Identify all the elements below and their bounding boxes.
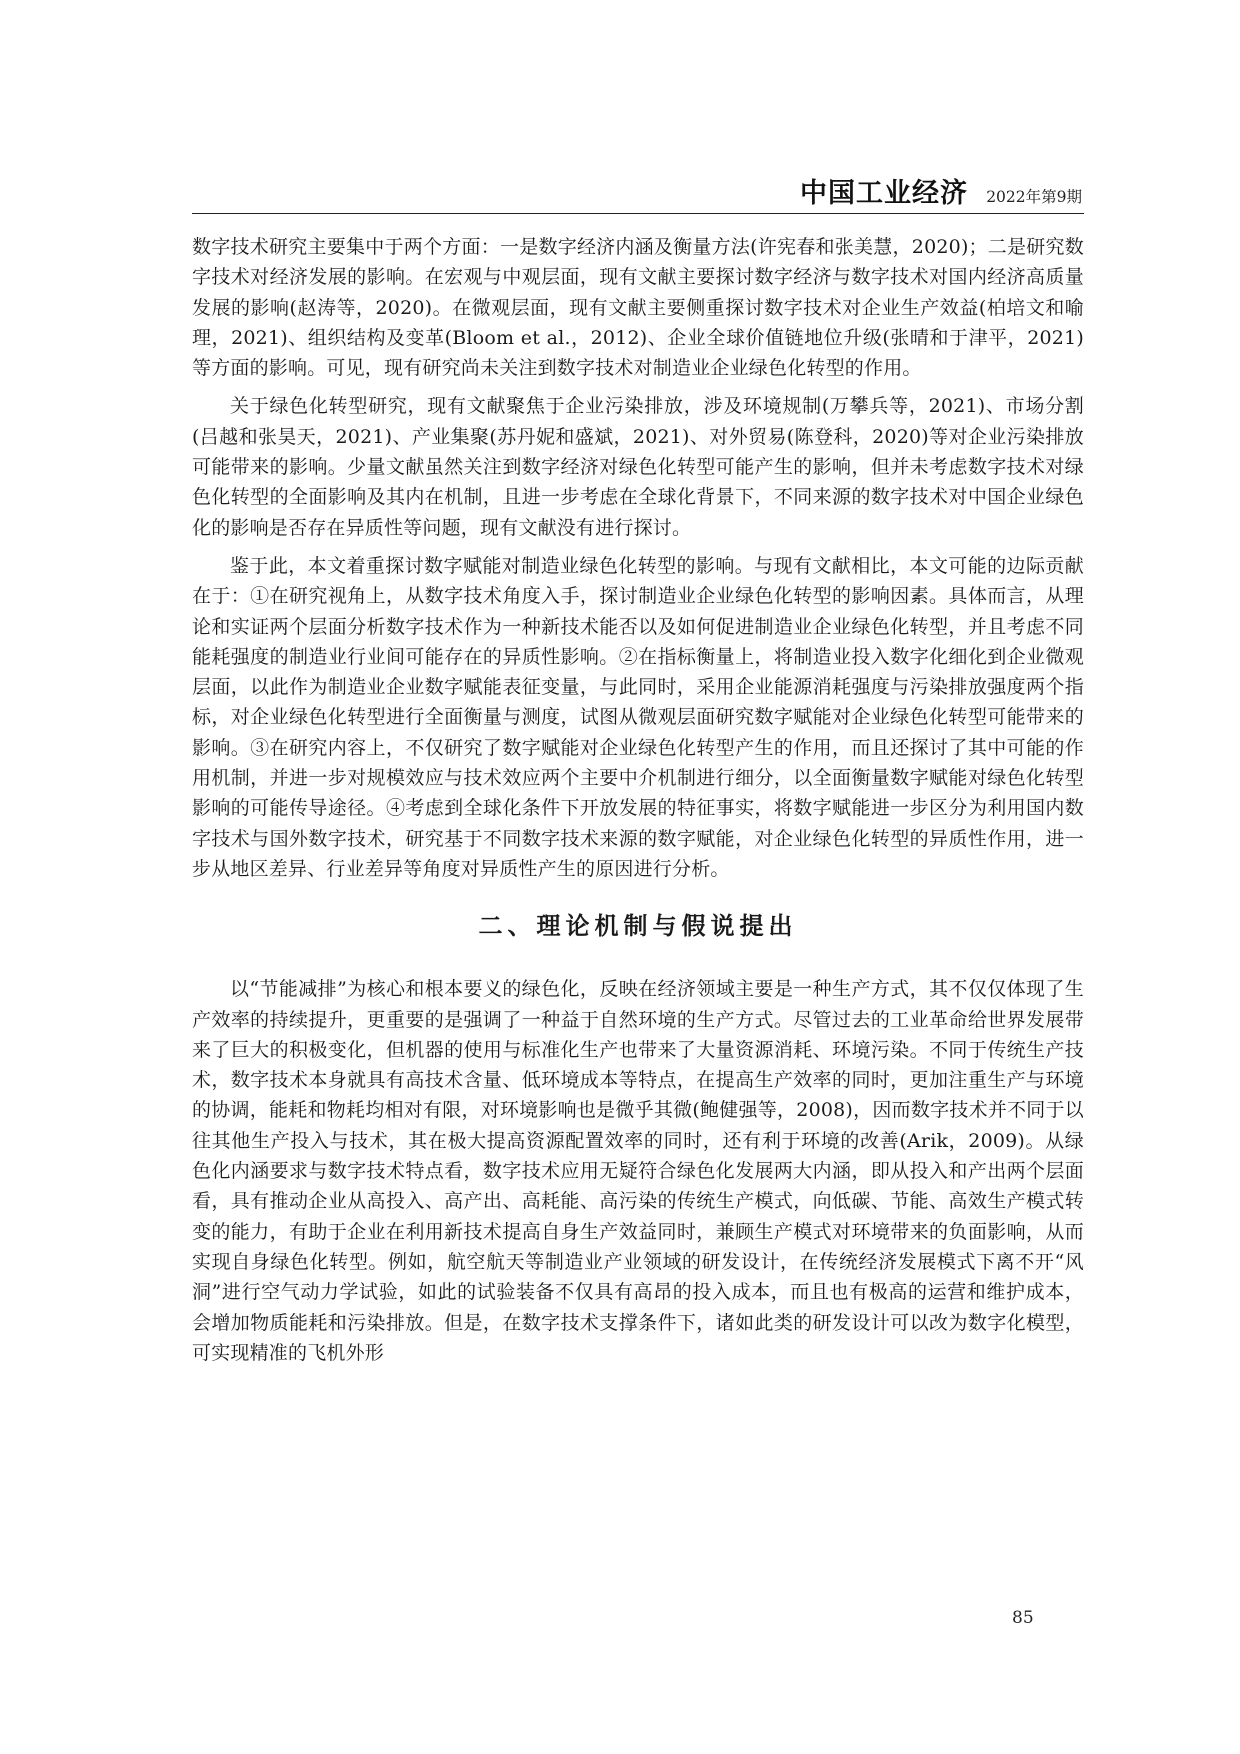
- header-rule: [192, 213, 1084, 214]
- article-body: [192, 232, 1084, 1368]
- journal-name: 中国工业经济: [800, 178, 968, 209]
- section-heading: 二、理论机制与假说提出: [478, 912, 798, 941]
- section-paragraph-1: 以“节能减排”为核心和根本要义的绿色化，反映在经济领域主要是一种生产方式，其不仅仅体现了生产效率的持续提升，更重要的是强调了一种益于自然环境的生产方式。尽管过去的工业革命给世界发展带来了巨大的积极变化，但机器的使用与标准化生产也带来了大量资源消耗、环境污染。不同于传统生产技术，数字技术本身就具有高技术含量、低环境成本等特点，在提高生产效率的同时，更加注重生产与环境的协调，能耗和物耗均相对有限，对环境影响也是微乎其微(鲍健强等，2008)，因而数字技术并不同于以往其他生产投入与技术，其在极大提高资源配置效率的同时，还有利于环境的改善(Arik，2009)。从绿色化内涵要求与数字技术特点看，数字技术应用无疑符合绿色化发展两大内涵，即从投入和产出两个层面看，具有推动企业从高投入、高产出、高耗能、高污染的传统生产模式，向低碳、节能、高效生产模式转变的能力，有助于企业在利用新技术提高自身生产效益同时，兼顾生产模式对环境带来的负面影响，从而实现自身绿色化转型。例如，航空航天等制造业产业领域的研发设计，在传统经济发展模式下离不开“风洞”进行空气动力学试验，如此的试验装备不仅具有高昂的投入成本，而且也有极高的运营和维护成本，会增加物质能耗和污染排放。但是，在数字技术支撑条件下，诸如此类的研发设计可以改为数字化模型，可实现精准的飞机外形: [192, 978, 1084, 1364]
- page-number: 85: [1012, 1608, 1034, 1628]
- issue-label: 2022年第9期: [986, 188, 1082, 206]
- body-paragraph-2: 关于绿色化转型研究，现有文献聚焦于企业污染排放，涉及环境规制(万攀兵等，2021)、市场分割(吕越和张昊天，2021)、产业集聚(苏丹妮和盛斌，2021)、对外贸易(陈登科，2020)等对企业污染排放可能带来的影响。少量文献虽然关注到数字经济对绿色化转型可能产生的影响，但并未考虑数字技术对绿色化转型的全面影响及其内在机制，且进一步考虑在全球化背景下，不同来源的数字技术对中国企业绿色化的影响是否存在异质性等问题，现有文献没有进行探讨。: [192, 395, 1084, 539]
- body-paragraph-1: 数字技术研究主要集中于两个方面：一是数字经济内涵及衡量方法(许宪春和张美慧，2020)；二是研究数字技术对经济发展的影响。在宏观与中观层面，现有文献主要探讨数字经济与数字技术对国内经济高质量发展的影响(赵涛等，2020)。在微观层面，现有文献主要侧重探讨数字技术对企业生产效益(柏培文和喻理，2021)、组织结构及变革(Bloom et al.，2012)、企业全球价值链地位升级(张晴和于津平，2021)等方面的影响。可见，现有研究尚未关注到数字技术对制造业企业绿色化转型的作用。: [192, 236, 1084, 380]
- body-paragraph-3: 鉴于此，本文着重探讨数字赋能对制造业绿色化转型的影响。与现有文献相比，本文可能的边际贡献在于：①在研究视角上，从数字技术角度入手，探讨制造业企业绿色化转型的影响因素。具体而言，从理论和实证两个层面分析数字技术作为一种新技术能否以及如何促进制造业企业绿色化转型，并且考虑不同能耗强度的制造业行业间可能存在的异质性影响。②在指标衡量上，将制造业投入数字化细化到企业微观层面，以此作为制造业企业数字赋能表征变量，与此同时，采用企业能源消耗强度与污染排放强度两个指标，对企业绿色化转型进行全面衡量与测度，试图从微观层面研究数字赋能对企业绿色化转型可能带来的影响。③在研究内容上，不仅研究了数字赋能对企业绿色化转型产生的作用，而且还探讨了其中可能的作用机制，并进一步对规模效应与技术效应两个主要中介机制进行细分，以全面衡量数字赋能对绿色化转型影响的可能传导途径。④考虑到全球化条件下开放发展的特征事实，将数字赋能进一步区分为利用国内数字技术与国外数字技术，研究基于不同数字技术来源的数字赋能，对企业绿色化转型的异质性作用，进一步从地区差异、行业差异等角度对异质性产生的原因进行分析。: [192, 554, 1084, 880]
- running-header: [192, 180, 1084, 214]
